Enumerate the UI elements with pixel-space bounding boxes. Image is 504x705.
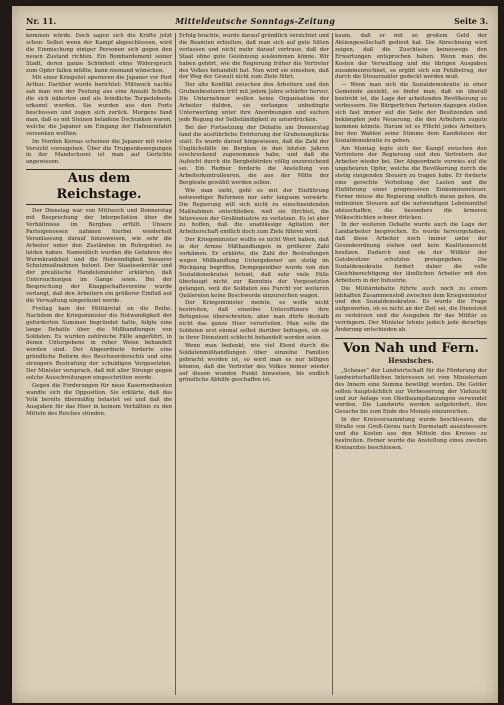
- column-2: [179, 33, 329, 695]
- paragraph: — Wenn man sich die Sozialdemokratie in einer Gemeinde ansieht, so findet man, daß sie überall bestrebt ist, die Lage der arbeitenden Bevölkerung zu verbessern. Die Bürgerlichen Parteien dagegen stellen sich fast immer auf die Seite der Besitzenden und bekämpfen jede Neuerung, die den Arbeitern zugute kommen könnte. Darum ist es Pflicht jedes Arbeiters, bei den Wahlen seine Stimme dem Kandidaten der Sozialdemokratie zu geben.: [335, 82, 487, 144]
- paragraph: In der weiteren Debatte wurde auch die Lage der Landarbeiter besprochen. Es wurde hervorgehoben, daß diese Arbeiter noch immer unter der Gesindeordnung stehen und kein Koalitionsrecht besitzen. Dadurch sind sie der Willkür der Gutsbesitzer schutzlos preisgegeben. Die Sozialdemokratie fordert daher die volle Gleichberechtigung der ländlichen Arbeiter mit den Arbeitern in der Industrie.: [335, 222, 487, 284]
- paragraph: Wenn man bedenkt, wie viel Elend durch die Soldatenmißhandlungen über einzelne Familien gebracht worden ist, so wird man es nur billigen können, daß die Vertreter des Volkes immer wieder auf diesen wunden Punkt hinweisen, bis endlich gründliche Abhilfe geschaffen ist.: [179, 342, 329, 384]
- paragraph: kaum, daß er mit so großem Geld der Aktiengesellschaft gedient hat. Die Abrechnung wird zeigen, daß die Zuschüsse keineswegs den Erwartungen entsprochen haben. Wenn man die Kosten der Verwaltung und die übrigen Ausgaben zusammenrechnet, so ergibt sich ein Fehlbetrag, der durch die Steuerzahler gedeckt werden muß.: [335, 33, 487, 81]
- paragraph: Gegen die Forderungen für neue Kasernenbauten wandte sich die Opposition. Sie erklärte, daß das Volk bereits übermäßig belastet sei und daß die Ausgaben für das Heer in keinem Verhältnis zu den Mitteln des Reiches stünden.: [26, 382, 172, 417]
- paragraph: In der Kreisversammlung wurde beschlossen, die Straße von Groß-Gerau nach Darmstadt auszubessern und die Kosten aus den Mitteln des Kreises zu bestreiten. Ferner wurde die Anstellung eines zweiten Kreisarztes beschlossen.: [335, 417, 487, 451]
- issue-number: Nr. 11.: [26, 16, 57, 26]
- paragraph: Im Norden Koreas scheinen die Japaner mit vieler Vorsicht vorzugehen. Über die Truppenbewegungen in der Mandschurei ist man auf Gerüchte angewiesen.: [26, 138, 172, 166]
- subsection-heading-hessisches: Hessisches.: [388, 355, 434, 365]
- paragraph: Der Kriegsminister wollte es nicht Wort haben, daß in der Armee Mißhandlungen in größerer Zahl vorkämen. Er erklärte, die Zahl der Bestrafungen wegen Mißhandlung Untergebener sei stetig im Rückgang begriffen. Demgegenüber wurde von den Sozialdemokraten betont, daß sehr viele Fälle überhaupt nicht zur Kenntnis der Vorgesetzten gelangen, weil die Soldaten aus Furcht vor weiteren Quälereien keine Beschwerde einzureichen wagen.: [179, 237, 329, 299]
- paragraph: Der alte Konflikt zwischen den Arbeitern und den Grubenbesitzern tritt mit jedem Jahre schärfer hervor. Die Unternehmer wollen keine Organisation der Arbeiter dulden, sie verlangen unbedingte Unterwerfung unter ihre Anordnungen und suchen jede Regung der Selbständigkeit zu unterdrücken.: [179, 82, 329, 123]
- paragraph: Wie man sieht, geht es mit der Einführung notwendiger Reformen nur sehr langsam vorwärts. Die Regierung will sich nicht zu einschneidenden Maßnahmen entschließen, weil sie fürchtet, die Interessen der Großindustrie zu verletzen. Es ist aber zu hoffen, daß die unablässige Agitation der Arbeiterschaft endlich doch zum Ziele führen wird.: [179, 187, 329, 236]
- paragraph: kommen würde. Doch sagen sich die Kräfte jetzt schon: Selbst wenn der Kampf abgeschlossen, wird die Einmischung einiger Personen sich gegen den neuen Zustand richten. Ein Bombardement seiner Stadt, deren ganze Schönheit ohne Widerspruch zum Opfer fallen müßte, kann niemand wünschen.: [26, 33, 172, 74]
- page-number: Seite 3.: [454, 16, 488, 26]
- paragraph: Die Militärdebatte führte auch noch zu einem lebhaften Zusammenstoß zwischen dem Kriegsminister und den Sozialdemokraten. Es wurde die Frage aufgeworfen, ob es nicht an der Zeit sei, die Dienstzeit zu verkürzen und die Ausgaben für das Militär zu verringern. Der Minister lehnte jedoch jede derartige Änderung entschieden ab.: [335, 285, 487, 334]
- paragraph: Bei der Fortsetzung der Debatte am Donnerstag fand die ausführliche Erörterung der Grubenunglücke statt. Es wurde darauf hingewiesen, daß die Zahl der Unglücksfälle im Bergbau in den letzten Jahren erschreckend zugenommen habe, und daß die Aufsicht durch die Bergbehörden völlig unzureichend sei. Ein Redner forderte die Anstellung von Arbeiterkontrolleuren, die aus der Mitte der Bergleute gewählt werden sollen.: [179, 124, 329, 187]
- page-header: [26, 14, 488, 28]
- paragraph: Freitag kam der Militäretat an die Reihe. Nachdem der Kriegsminister die Notwendigkeit der geforderten Summen begründet hatte, folgte eine lange Debatte über die Mißhandlungen von Soldaten. Es wurden zahlreiche Fälle angeführt, in denen Untergebene in roher Weise behandelt worden sind. Der Abgeordnete forderte eine gründliche Reform des Beschwerderechts und eine strengere Bestrafung der schuldigen Vorgesetzten. Der Minister versprach, daß mit aller Strenge gegen solche Ausschreitungen eingeschritten werde.: [26, 305, 172, 381]
- newspaper-page: [12, 6, 498, 703]
- paragraph: Der Dienstag war von Mittwoch und Donnerstag mit Besprechung der Interpellation über die Verhältnisse im Bergbau erfüllt. Unsere Parteigenossen nahmen hierbei wiederholt Veranlassung darauf hinzuweisen, wie sehr die Arbeiter unter den Zuständen im Ruhrgebiet zu leiden haben. Namentlich wurden die Gefahren des Wurmkrankheit und die Notwendigkeit besserer Schutzmaßnahmen betont. Der Staatssekretär und der preußische Handelsminister erklärten, daß Untersuchungen im Gange seien. Bei der Besprechung der Knappschaftsvereine wurde verlangt, daß den Arbeitern ein größerer Einfluß auf die Verwaltung eingeräumt werde.: [26, 208, 172, 304]
- column-1: [26, 33, 172, 695]
- paragraph: Der Kriegsminister meinte, es wolle nicht bestreiten, daß einzelne Unteroffiziere ihre Befugnisse überschreiten; aber man dürfe deshalb nicht das ganze Heer verurteilen. Man solle die Soldaten erst einmal selbst darüber befragen, ob sie in ihrer Dienstzeit schlecht behandelt worden seien.: [179, 300, 329, 341]
- newspaper-title: Mitteldeutsche Sonntags-Zeitung: [175, 16, 336, 26]
- section-heading-von-nah-und-fern: Von Nah und Fern.: [335, 338, 487, 357]
- column-3: [335, 33, 487, 695]
- column-divider: [332, 33, 333, 695]
- paragraph: Mit einer Kriegslist operieren die Japaner vor Port Arthur. Darüber wurde berichtet: Mittwoch nachts sah man von der Festung aus eine Anzahl Schiffe, die sich näherten und als feindliche Torpedoboote erkannt wurden. Sie wurden aus den Forts beschossen und zogen sich zurück. Morgens fand man, daß es mit Steinen beladene Dschunken waren, welche die Japaner am Eingang der Hafeneinfahrt versenken wollten.: [26, 75, 172, 137]
- column-divider: [175, 33, 176, 695]
- header-rule: [26, 29, 488, 30]
- paragraph: Erfolg brachte, wurde darauf gründlich verzichtet und die Beamten erhielten, daß man sich auf gute Sitten verlassen und nicht mehr darauf vertraue, daß der Staat ohne gute Gesinnung auskommen könne. Wir haben gehört, wie die Regierung früher die Vertreter des Volkes behandelt hat. Nun wird sie einsehen, daß der Weg der Gewalt nicht zum Ziele führt.: [179, 33, 329, 81]
- paragraph: „Scheuer“ der Landwirtschaft für die Förderung der landwirtschaftlichen Interessen ist vom Ministerium des Innern eine Summe bewilligt worden. Die Gelder sollen hauptsächlich zur Verbesserung der Viehzucht und zur Anlage von Obstbaumpflanzungen verwendet werden. Die Landwirte werden aufgefordert, ihre Gesuche bis zum Ende des Monats einzureichen.: [335, 367, 487, 416]
- paragraph: Am Montag legte sich der Kampf zwischen den Vertretern der Regierung und den Vertretern der Arbeiter wieder bei. Der Abgeordnete verwies auf die ungeheuren Opfer, welche die Bevölkerung durch die stetig steigenden Steuern zu tragen habe. Er forderte eine gerechte Verteilung der Lasten und die Einführung einer progressiven Einkommensteuer. Ferner müsse die Regierung endlich daran gehen, die indirekten Steuern auf die notwendigen Lebensmittel abzuschaffen, die besonders die ärmeren Volksschichten schwer drücken.: [335, 145, 487, 221]
- section-heading-reichstag: Aus dem Reichstage.: [26, 169, 172, 205]
